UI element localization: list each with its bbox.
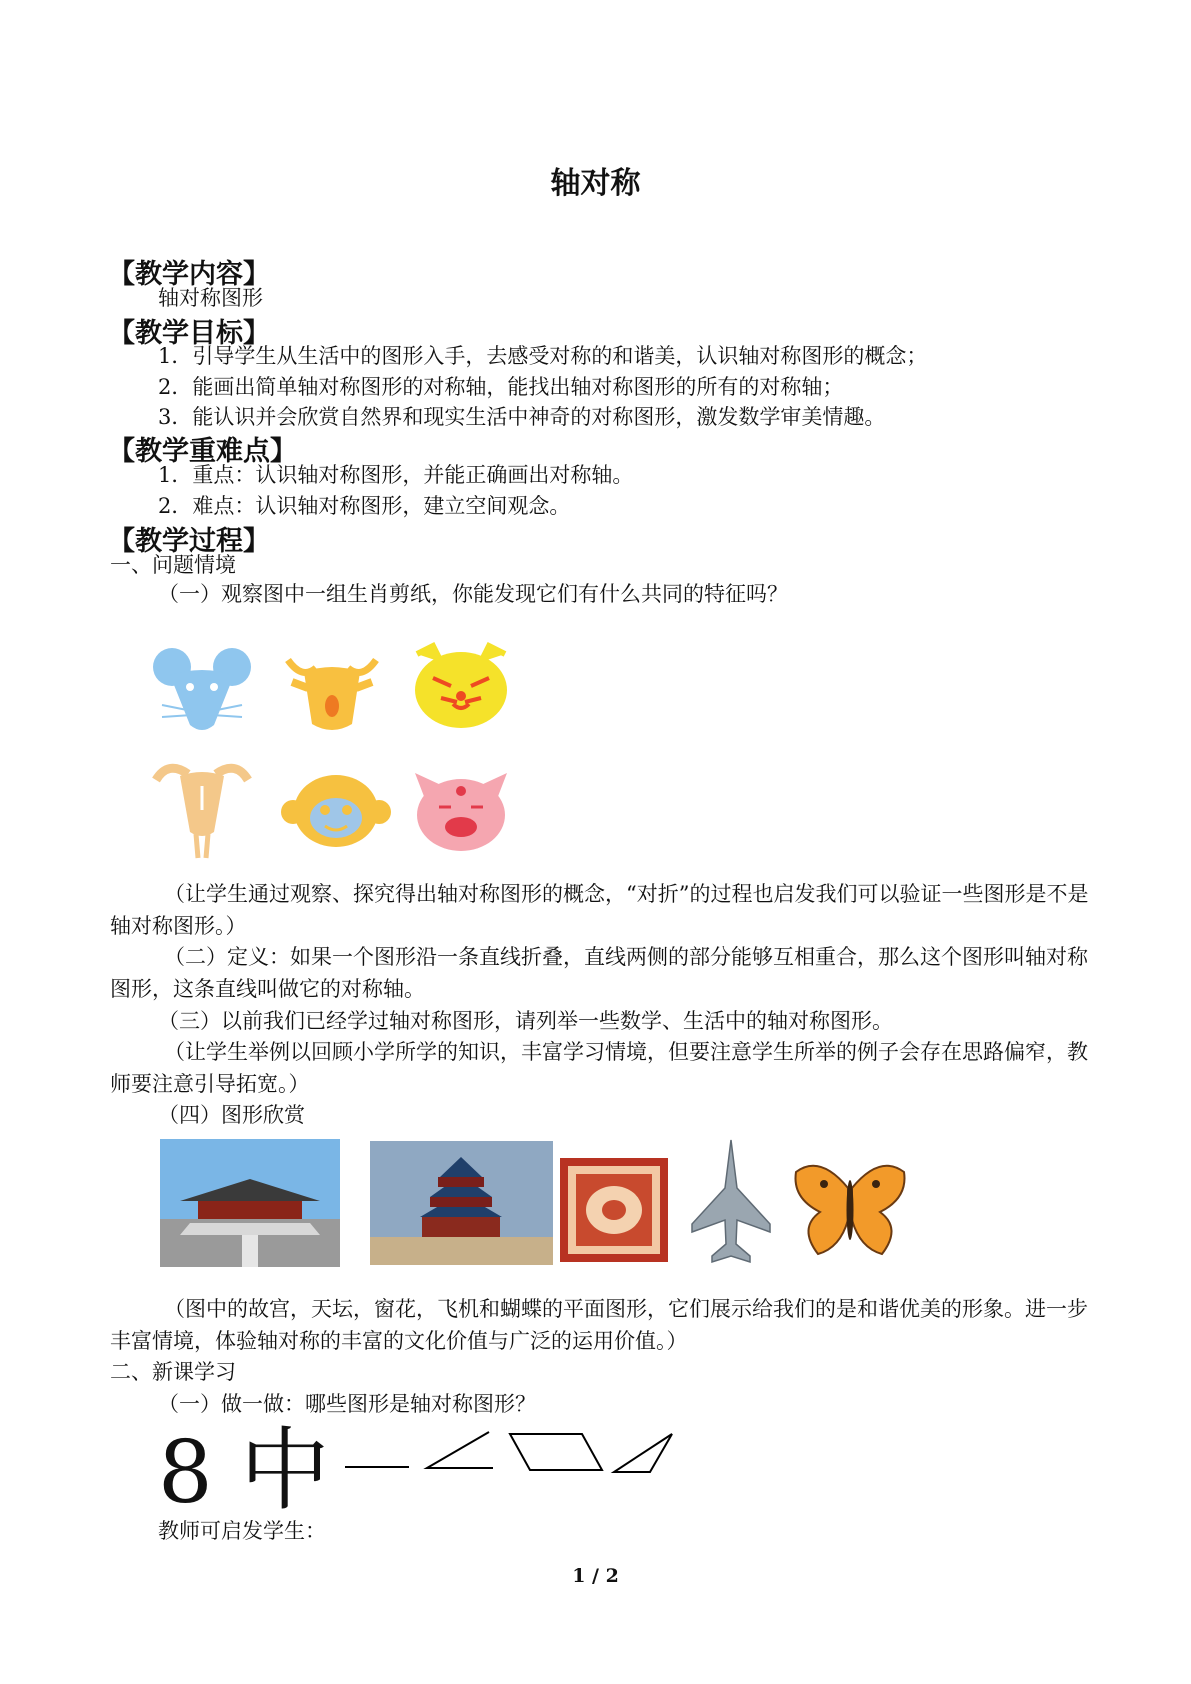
parallelogram-figure (508, 1432, 604, 1472)
angle-figure (425, 1430, 493, 1470)
page-number: 1 / 2 (572, 1565, 619, 1587)
tiger-papercut (411, 640, 511, 735)
part-one-heading: 一、问题情境 (110, 553, 236, 577)
window-flower-photo (560, 1158, 668, 1262)
key-item-2: 2．难点：认识轴对称图形，建立空间观念。 (158, 494, 571, 518)
question-5: （一）做一做：哪些图形是轴对称图形？ (158, 1392, 536, 1416)
note-3: （让学生举例以回顾小学所学的知识，丰富学习情境，但要注意学生所举的例子会存在思路偏窄，教师要注意引导拓宽。） (110, 1040, 1088, 1096)
goal-item-3: 3．能认识并会欣赏自然界和现实生活中神奇的对称图形，激发数学审美情趣。 (158, 405, 886, 429)
triangle-figure (612, 1432, 674, 1474)
forbidden-city-photo (160, 1139, 340, 1267)
goat-papercut (152, 758, 252, 863)
ox-papercut (282, 648, 382, 738)
heading-content: 【教学内容】 (108, 259, 270, 290)
part-two-heading: 二、新课学习 (110, 1360, 236, 1384)
temple-of-heaven-photo (370, 1141, 553, 1265)
note-4: （图中的故宫，天坛，窗花，飞机和蝴蝶的平面图形，它们展示给我们的是和谐优美的形象。进一步丰富情境，体验轴对称的丰富的文化价值与广泛的运用价值。） (110, 1297, 1088, 1353)
key-item-1: 1．重点：认识轴对称图形，并能正确画出对称轴。 (158, 463, 634, 487)
line-segment-figure (345, 1464, 409, 1470)
figure-eight-glyph: 8 (158, 1423, 213, 1523)
question-3: （三）以前我们已经学过轴对称图形，请列举一些数学、生活中的轴对称图形。 (158, 1009, 893, 1033)
heading-goals: 【教学目标】 (108, 318, 270, 349)
butterfly-photo (790, 1158, 910, 1262)
heading-key-points: 【教学重难点】 (108, 436, 297, 467)
goal-item-1: 1．引导学生从生活中的图形入手，去感受对称的和谐美，认识轴对称图形的概念； (158, 344, 928, 368)
content-body: 轴对称图形 (158, 286, 263, 310)
monkey-papercut (281, 770, 391, 852)
jet-plane-photo (690, 1138, 772, 1264)
goal-item-2: 2．能画出简单轴对称图形的对称轴，能找出轴对称图形的所有的对称轴； (158, 375, 844, 399)
definition: （二）定义：如果一个图形沿一条直线折叠，直线两侧的部分能够互相重合，那么这个图形叫轴对称图形，这条直线叫做它的对称轴。 (110, 945, 1088, 1001)
teacher-hint: 教师可启发学生： (158, 1519, 326, 1543)
page-title: 轴对称 (550, 166, 641, 201)
heading-process: 【教学过程】 (108, 526, 270, 557)
figure-zhong-glyph: 中 (240, 1418, 330, 1523)
note-1: （让学生通过观察、探究得出轴对称图形的概念，“对折”的过程也启发我们可以验证一些图形是不是轴对称图形。） (110, 882, 1089, 938)
mouse-papercut (152, 645, 252, 740)
question-1: （一）观察图中一组生肖剪纸，你能发现它们有什么共同的特征吗？ (158, 582, 788, 606)
pig-papercut (411, 765, 511, 855)
question-4: （四）图形欣赏 (158, 1103, 305, 1127)
